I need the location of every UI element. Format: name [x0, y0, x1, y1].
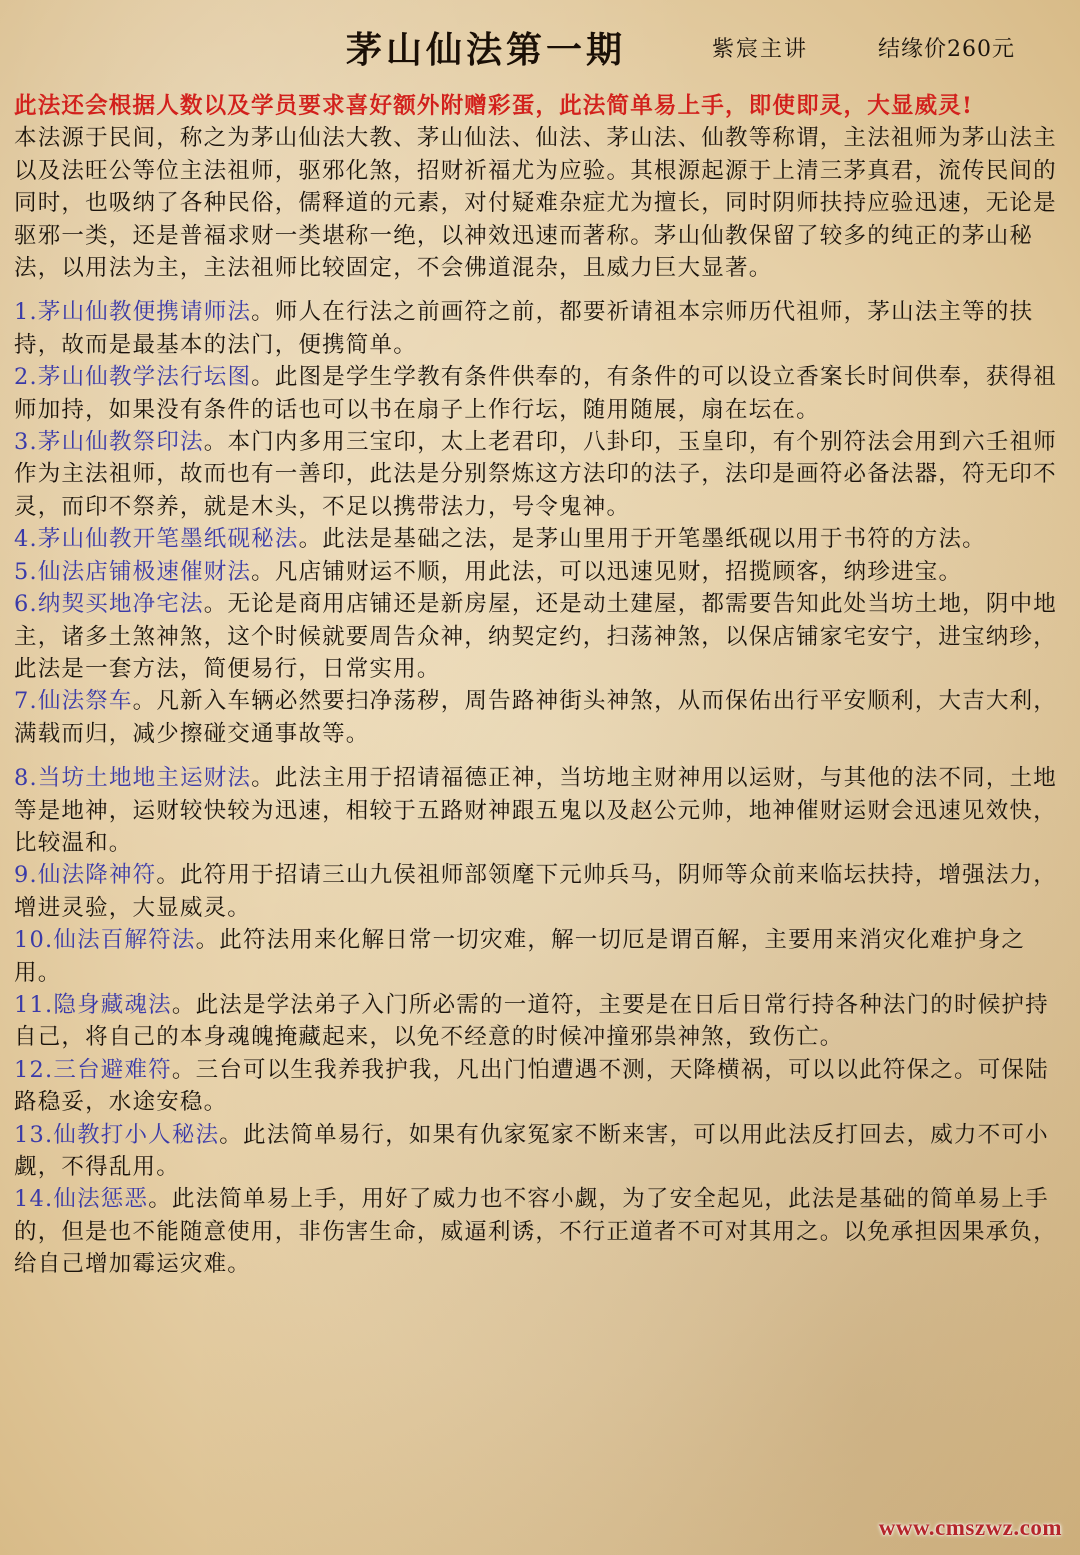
item-title: 3.茅山仙教祭印法 [14, 429, 204, 456]
item-title: 2.茅山仙教学法行坛图 [14, 364, 252, 391]
item-text: 。此法简单易行，如果有仇家冤家不断来害，可以用此法反打回去，威力不可小觑，不得乱用。 [14, 1121, 1049, 1180]
item-title: 1.茅山仙教便携请师法 [14, 299, 252, 326]
item-title: 7.仙法祭车 [14, 688, 133, 715]
price-label: 结缘价260元 [878, 37, 1015, 62]
item-title: 6.纳契买地净宅法 [14, 591, 204, 618]
list-item [14, 361, 1066, 426]
header [0, 18, 1080, 74]
item-title: 12.三台避难符 [14, 1056, 172, 1083]
item-text: 。此符用于招请三山九侯祖师部领麾下元帅兵马，阴师等众前来临坛扶持，增强法力，增进灵验，大显威灵。 [14, 862, 1057, 921]
list-item [14, 859, 1066, 924]
item-title: 11.隐身藏魂法 [14, 991, 172, 1018]
item-text: 。此法是学法弟子入门所必需的一道符，主要是在日后日常行持各种法门的时候护持自己，将自己的本身魂魄掩藏起来，以免不经意的时候冲撞邪祟神煞，致伤亡。 [14, 991, 1049, 1051]
list-item [14, 588, 1066, 685]
item-title: 9.仙法降神符 [14, 862, 157, 889]
list-item [14, 296, 1066, 361]
item-title: 8.当坊土地地主运财法 [14, 765, 252, 792]
promo-note: 此法还会根据人数以及学员要求喜好额外附赠彩蛋，此法简单易上手，即使即灵，大显威灵! [14, 93, 974, 119]
item-title: 10.仙法百解符法 [14, 927, 196, 954]
list-item [14, 556, 1066, 588]
item-text: 。无论是商用店铺还是新房屋，还是动土建屋，都需要告知此处当坊土地，阴中地主，诸多土煞神煞，这个时候就要周告众神，纳契定约，扫荡神煞，以保店铺家宅安宁，进宝纳珍，此法是一套方法，简便易行，日常实用。 [14, 591, 1057, 682]
item-title: 5.仙法店铺极速催财法 [14, 558, 252, 585]
item-text: 。师人在行法之前画符之前，都要祈请祖本宗师历代祖师，茅山法主等的扶持，故而是最基本的法门，便携简单。 [14, 299, 1034, 358]
item-text: 。本门内多用三宝印，太上老君印，八卦印，玉皇印，有个别符法会用到六壬祖师作为主法祖师，故而也有一善印，此法是分别祭炼这方法印的法子，法印是画符必备法器，符无印不灵，而印不祭养，就是木头，不足以携带法力，号令鬼神。 [14, 429, 1057, 520]
item-text: 。此符法用来化解日常一切灾难，解一切厄是谓百解，主要用来消灾化难护身之用。 [14, 927, 1026, 986]
item-text: 。凡店铺财运不顺，用此法，可以迅速见财，招揽顾客，纳珍进宝。 [251, 558, 963, 585]
item-title: 14.仙法惩恶 [14, 1186, 149, 1213]
list-item [14, 685, 1066, 750]
item-text: 。凡新入车辆必然要扫净荡秽，周告路神街头神煞，从而保佑出行平安顺利，大吉大利，满载而归，减少擦碰交通事故等。 [14, 688, 1057, 747]
item-title: 4.茅山仙教开笔墨纸砚秘法 [14, 526, 299, 553]
item-text: 。三台可以生我养我护我，凡出门怕遭遇不测，天降横祸，可以以此符保之。可保陆路稳妥，水途安稳。 [14, 1056, 1049, 1116]
page-title: 茅山仙法第一期 [346, 29, 627, 71]
item-text: 。此图是学生学教有条件供奉的，有条件的可以设立香案长时间供奉，获得祖师加持，如果没有条件的话也可以书在扇子上作行坛，随用随展，扇在坛在。 [14, 364, 1057, 423]
lecturer-label: 紫宸主讲 [712, 37, 809, 62]
item-title: 13.仙教打小人秘法 [14, 1121, 220, 1148]
main-content [14, 90, 1066, 1281]
list-item [14, 1119, 1066, 1184]
list-item [14, 924, 1066, 989]
list-item [14, 523, 1066, 555]
list-item [14, 989, 1066, 1054]
list-item [14, 762, 1066, 859]
item-text: 。此法是基础之法，是茅山里用于开笔墨纸砚以用于书符的方法。 [298, 526, 986, 553]
item-text: 。此法主用于招请福德正神，当坊地主财神用以运财，与其他的法不同，土地等是地神，运财较快较为迅速，相较于五路财神跟五鬼以及赵公元帅，地神催财运财会迅速见效快，比较温和。 [14, 765, 1057, 856]
intro-paragraph: 本法源于民间，称之为茅山仙法大教、茅山仙法、仙法、茅山法、仙教等称谓，主法祖师为茅山法主以及法旺公等位主法祖师，驱邪化煞，招财祈福尤为应验。其根源起源于上清三茅真君，流传民间的同时，也吸纳了各种民俗，儒释道的元素，对付疑难杂症尤为擅长，同时阴师扶持应验迅速，无论是驱邪一类，还是普福求财一类堪称一绝，以神效迅速而著称。茅山仙教保留了较多的纯正的茅山秘法，以用法为主，主法祖师比较固定，不会佛道混杂，且威力巨大显著。 [14, 125, 1057, 282]
list-item [14, 426, 1066, 523]
watermark-link[interactable]: www.cmszwz.com [878, 1515, 1062, 1540]
list-item [14, 1054, 1066, 1119]
list-item [14, 1183, 1066, 1280]
item-text: 。此法简单易上手，用好了威力也不容小觑，为了安全起见，此法是基础的简单易上手的，但是也不能随意使用，非伤害生命，威逼利诱，不行正道者不可对其用之。以免承担因果承负，给自己增加霉运灾难。 [14, 1186, 1057, 1278]
